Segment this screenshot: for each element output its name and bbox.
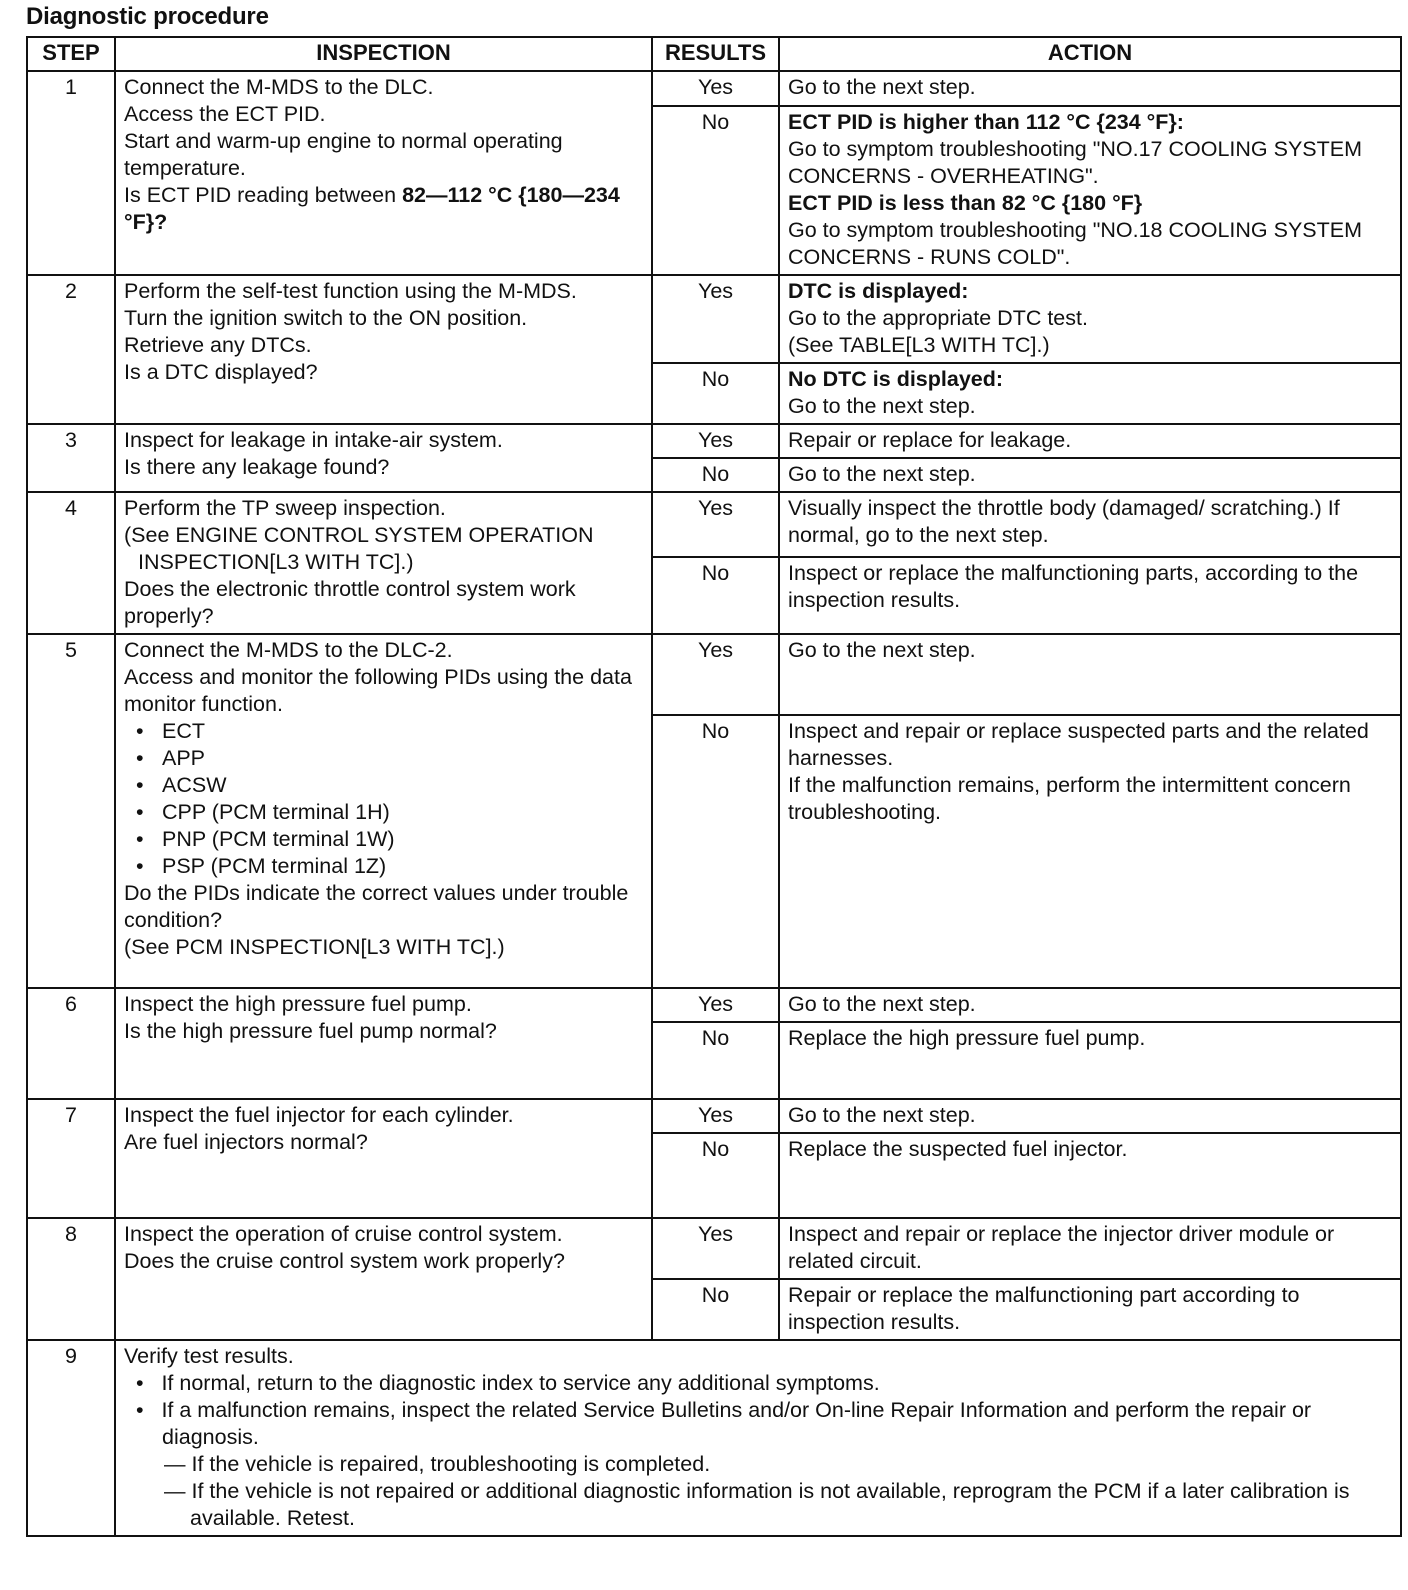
inspection-line: Connect the M-MDS to the DLC.: [124, 75, 434, 99]
list-item: • ECT: [136, 718, 643, 745]
result-no: No: [652, 1022, 779, 1099]
inspection-line: Start and warm-up engine to normal operating temperature.: [124, 129, 563, 180]
question-range: 82—112 °C {180—234 °F}?: [124, 183, 620, 234]
action-cell: Repair or replace the malfunctioning part according to inspection results.: [779, 1279, 1401, 1340]
action-cell: [779, 106, 1401, 275]
action-reference: (See TABLE[L3 WITH TC].): [788, 333, 1050, 357]
action-cell: Go to the next step.: [779, 988, 1401, 1022]
inspection-line: Inspect for leakage in intake-air system.: [124, 428, 503, 452]
action-cell: Replace the high pressure fuel pump.: [779, 1022, 1401, 1099]
step-number: 1: [27, 71, 115, 275]
action-text: Inspect and repair or replace suspected parts and the related harnesses.: [788, 718, 1369, 770]
list-item: • ACSW: [136, 772, 643, 799]
table-row: [27, 275, 1401, 363]
list-item: • If normal, return to the diagnostic index to service any additional symptoms.: [136, 1371, 880, 1395]
table-row: [27, 634, 1401, 715]
header-row: [27, 37, 1401, 71]
step-number: 3: [27, 424, 115, 492]
result-yes: Yes: [652, 1218, 779, 1279]
step-number: 5: [27, 634, 115, 988]
list-item: • If a malfunction remains, inspect the related Service Bulletins and/or On-line Repair Information and perform the repair or diagnosis.: [136, 1398, 1312, 1449]
result-no: No: [652, 715, 779, 988]
step-number: 7: [27, 1099, 115, 1218]
inspection-cell: [115, 71, 652, 275]
inspection-line: Verify test results.: [124, 1344, 294, 1368]
inspection-question: Is there any leakage found?: [124, 455, 390, 479]
inspection-line: Retrieve any DTCs.: [124, 333, 312, 357]
inspection-question: Does the cruise control system work properly?: [124, 1249, 565, 1273]
table-row: [27, 1340, 1401, 1536]
inspection-cell: [115, 1218, 652, 1340]
header-results: RESULTS: [652, 37, 779, 71]
result-no: No: [652, 557, 779, 634]
action-cell: [779, 275, 1401, 363]
action-cell: [779, 363, 1401, 424]
list-item: • APP: [136, 745, 643, 772]
inspection-line: Inspect the high pressure fuel pump.: [124, 992, 472, 1016]
inspection-question: Is the high pressure fuel pump normal?: [124, 1019, 497, 1043]
action-cell: Inspect or replace the malfunctioning parts, according to the inspection results.: [779, 557, 1401, 634]
action-cell: Repair or replace for leakage.: [779, 424, 1401, 458]
result-no: No: [652, 458, 779, 492]
list-item: — If the vehicle is not repaired or additional diagnostic information is not available, reprogram the PCM if a later calibration is available. Retest.: [164, 1479, 1350, 1530]
header-inspection: INSPECTION: [115, 37, 652, 71]
action-condition: ECT PID is higher than 112 °C {234 °F}:: [788, 110, 1184, 134]
table-row: [27, 424, 1401, 458]
inspection-question: [124, 182, 643, 236]
table-row: [27, 1099, 1401, 1133]
inspection-cell: [115, 492, 652, 634]
result-yes: Yes: [652, 424, 779, 458]
action-cell: [779, 715, 1401, 988]
action-cell: Inspect and repair or replace the injector driver module or related circuit.: [779, 1218, 1401, 1279]
step-number: 4: [27, 492, 115, 634]
dash-text: If the vehicle is not repaired or additional diagnostic information is not available, reprogram the PCM if a later calibration is available. Retest.: [190, 1479, 1350, 1530]
table-row: [27, 492, 1401, 557]
inspection-cell: [115, 634, 652, 988]
list-item: • CPP (PCM terminal 1H): [136, 799, 643, 826]
result-yes: Yes: [652, 71, 779, 106]
inspection-cell: [115, 1099, 652, 1218]
inspection-line: Connect the M-MDS to the DLC-2.: [124, 638, 453, 662]
inspection-question: Do the PIDs indicate the correct values under trouble condition?: [124, 881, 629, 932]
list-item: — If the vehicle is repaired, troubleshooting is completed.: [164, 1452, 711, 1476]
header-action: ACTION: [779, 37, 1401, 71]
inspection-line: Perform the self-test function using the M-MDS.: [124, 279, 577, 303]
bullet-text: If a malfunction remains, inspect the related Service Bulletins and/or On-line Repair Information and perform the repair or diagnosis.: [161, 1398, 1312, 1449]
action-condition: DTC is displayed:: [788, 279, 969, 303]
inspection-cell: [115, 1340, 1401, 1536]
result-no: No: [652, 106, 779, 275]
action-text: Go to symptom troubleshooting "NO.17 COOLING SYSTEM CONCERNS - OVERHEATING".: [788, 137, 1363, 188]
action-cell: Go to the next step.: [779, 634, 1401, 715]
inspection-question: Is a DTC displayed?: [124, 360, 318, 384]
action-text: Go to the appropriate DTC test.: [788, 306, 1088, 330]
result-yes: Yes: [652, 988, 779, 1022]
inspection-line: Turn the ignition switch to the ON position.: [124, 306, 528, 330]
action-text: If the malfunction remains, perform the intermittent concern troubleshooting.: [788, 772, 1351, 824]
result-yes: Yes: [652, 634, 779, 715]
diagnostic-procedure-table: [26, 36, 1402, 1537]
action-condition: ECT PID is less than 82 °C {180 °F}: [788, 191, 1143, 215]
action-cell: Go to the next step.: [779, 458, 1401, 492]
pid-list: [124, 718, 643, 880]
question-text: Is ECT PID reading between: [124, 183, 403, 207]
result-no: No: [652, 1279, 779, 1340]
action-cell: Visually inspect the throttle body (damaged/ scratching.) If normal, go to the next step.: [779, 492, 1401, 557]
result-yes: Yes: [652, 1099, 779, 1133]
inspection-line: Inspect the fuel injector for each cylinder.: [124, 1103, 514, 1127]
bullet-text: If normal, return to the diagnostic index to service any additional symptoms.: [161, 1371, 880, 1395]
action-cell: Replace the suspected fuel injector.: [779, 1133, 1401, 1218]
step-number: 6: [27, 988, 115, 1099]
header-step: STEP: [27, 37, 115, 71]
action-text: Go to symptom troubleshooting "NO.18 COOLING SYSTEM CONCERNS - RUNS COLD".: [788, 218, 1363, 269]
inspection-reference: (See PCM INSPECTION[L3 WITH TC].): [124, 935, 505, 959]
list-item: • PSP (PCM terminal 1Z): [136, 853, 643, 880]
inspection-cell: [115, 424, 652, 492]
inspection-cell: [115, 275, 652, 424]
table-row: [27, 988, 1401, 1022]
result-yes: Yes: [652, 492, 779, 557]
inspection-reference: INSPECTION[L3 WITH TC].): [138, 550, 414, 574]
inspection-question: Does the electronic throttle control system work properly?: [124, 577, 576, 628]
action-cell: Go to the next step.: [779, 1099, 1401, 1133]
step-number: 8: [27, 1218, 115, 1340]
page-title: Diagnostic procedure: [26, 3, 269, 30]
inspection-line: Perform the TP sweep inspection.: [124, 496, 446, 520]
inspection-line: Inspect the operation of cruise control system.: [124, 1222, 563, 1246]
inspection-line: Access and monitor the following PIDs using the data monitor function.: [124, 665, 632, 716]
list-item: • PNP (PCM terminal 1W): [136, 826, 643, 853]
inspection-line: Access the ECT PID.: [124, 102, 326, 126]
action-condition: No DTC is displayed:: [788, 367, 1004, 391]
result-no: No: [652, 1133, 779, 1218]
step-number: 2: [27, 275, 115, 424]
result-no: No: [652, 363, 779, 424]
result-yes: Yes: [652, 275, 779, 363]
table-row: [27, 71, 1401, 106]
dash-text: If the vehicle is repaired, troubleshooting is completed.: [191, 1452, 711, 1476]
inspection-cell: [115, 988, 652, 1099]
step-number: 9: [27, 1340, 115, 1536]
table-row: [27, 1218, 1401, 1279]
inspection-question: Are fuel injectors normal?: [124, 1130, 368, 1154]
action-text: Go to the next step.: [788, 394, 976, 418]
inspection-reference: (See ENGINE CONTROL SYSTEM OPERATION: [124, 523, 594, 547]
action-cell: Go to the next step.: [779, 71, 1401, 106]
